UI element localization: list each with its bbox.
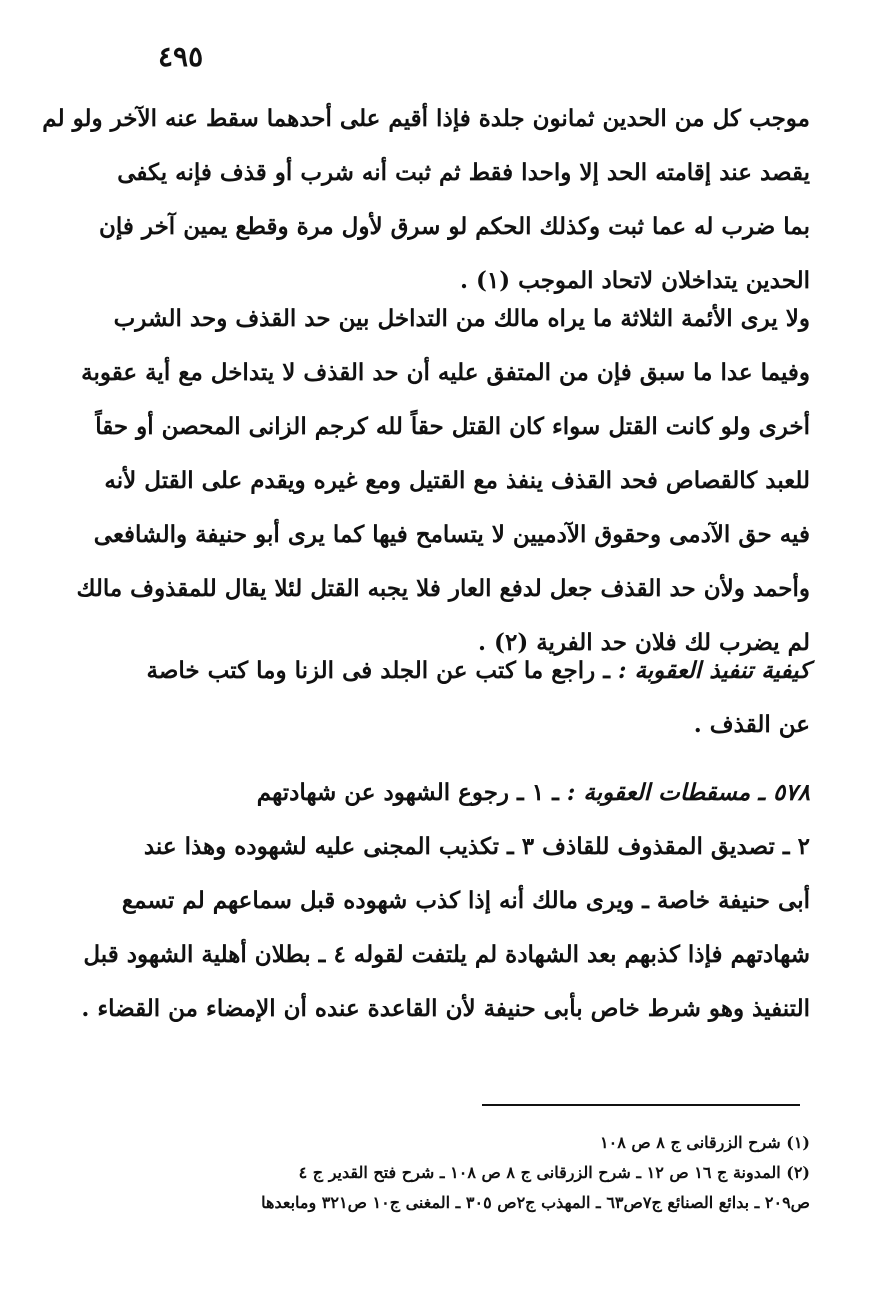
paragraph-3 — [130, 644, 810, 752]
text-line: وفيما عدا ما سبق فإن من المتفق عليه أن حد القذف لا يتداخل مع أية عقوبة — [81, 359, 810, 386]
text-line: وأحمد ولأن حد القذف جعل لدفع العار فلا يجبه القتل لئلا يقال للمقذوف مالك — [76, 575, 810, 602]
text-fragment: ـ راجع ما كتب عن الجلد فى الزنا وما كتب خاصة — [146, 657, 618, 684]
text-line: ولا يرى الأئمة الثلاثة ما يراه مالك من التداخل بين حد القذف وحد الشرب — [113, 305, 810, 332]
footnote-line: (٢) المدونة ج ١٦ ص ١٢ ـ شرح الزرقانى ج ٨ ص ١٠٨ ـ شرح فتح القدير ج ٤ — [298, 1163, 810, 1182]
text-line: شهادتهم فإذا كذبهم بعد الشهادة لم يلتفت لقوله ٤ ـ بطلان أهلية الشهود قبل — [83, 941, 810, 968]
text-line: للعبد كالقصاص فحد القذف ينفذ مع القتيل ومع غيره ويقدم على القتل لأنه — [104, 467, 810, 494]
text-fragment: ـ ١ ـ رجوع الشهود عن شهادتهم — [256, 779, 567, 806]
paragraph-4 — [81, 766, 810, 1036]
text-line: فيه حق الآدمى وحقوق الآدميين لا يتسامح فيها كما يرى أبو حنيفة والشافعى — [93, 521, 810, 548]
footnote-line: (١) شرح الزرقانى ج ٨ ص ١٠٨ — [600, 1133, 810, 1152]
footnotes — [130, 1128, 810, 1218]
footnote-divider — [482, 1104, 800, 1106]
paragraph-2 — [76, 292, 810, 670]
section-label: ٥٧٨ ـ مسقطات العقوبة : — [566, 779, 810, 806]
text-line: التنفيذ وهو شرط خاص بأبى حنيفة لأن القاعدة عنده أن الإمضاء من القضاء . — [81, 995, 810, 1022]
text-line: أبى حنيفة خاصة ـ ويرى مالك أنه إذا كذب شهوده قبل سماعهم لم تسمع — [121, 887, 810, 914]
text-line — [130, 644, 810, 698]
paragraph-1 — [42, 92, 810, 308]
text-line: ٢ ـ تصديق المقذوف للقاذف ٣ ـ تكذيب المجنى عليه لشهوده وهذا عند — [143, 833, 810, 860]
text-line — [130, 766, 810, 820]
page-number: ٤٩٥ — [158, 40, 204, 73]
text-line: يقصد عند إقامته الحد إلا واحدا فقط ثم ثبت أنه شرب أو قذف فإنه يكفى — [117, 159, 810, 186]
section-label: كيفية تنفيذ العقوبة : — [617, 657, 810, 684]
text-line: الحدين يتداخلان لاتحاد الموجب (١) . — [459, 267, 810, 294]
text-line: بما ضرب له عما ثبت وكذلك الحكم لو سرق لأول مرة وقطع يمين آخر فإن — [99, 213, 810, 240]
text-line: عن القذف . — [693, 711, 810, 738]
text-line: موجب كل من الحدين ثمانون جلدة فإذا أقيم على أحدهما سقط عنه الآخر ولو لم — [42, 105, 810, 132]
text-line: أخرى ولو كانت القتل سواء كان القتل حقاً لله كرجم الزانى المحصن أو حقاً — [95, 413, 810, 440]
footnote-line: ص٢٠٩ ـ بدائع الصنائع ج٧ص٦٣ ـ المهذب ج٢ص ٣٠٥ ـ المغنى ج١٠ ص٣٢١ ومابعدها — [261, 1193, 810, 1212]
text-line: لم يضرب لك فلان حد الفرية (٢) . — [478, 629, 810, 656]
